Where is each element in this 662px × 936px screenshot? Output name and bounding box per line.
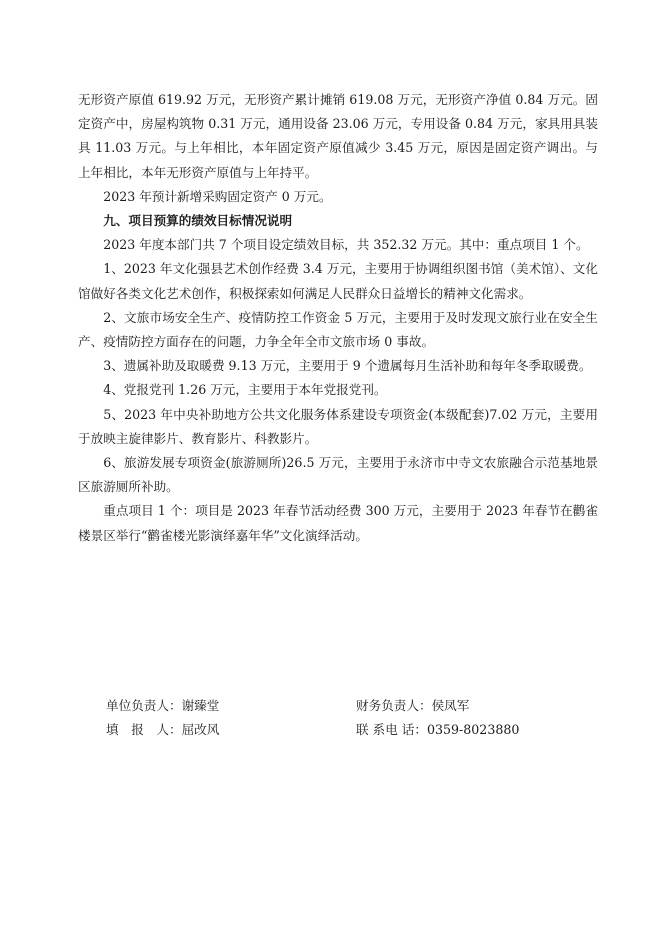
paragraph-project-4: 4、党报党刊 1.26 万元，主要用于本年党报党刊。 <box>103 382 387 398</box>
contact-phone: 联 系电 话：0359-8023880 <box>356 722 520 737</box>
paragraph-project-6: 6、旅游发展专项资金(旅游厕所)26.5 万元，主要用于永济市中寺文农旅融合示范基地景区旅游厕所补助。 <box>78 455 598 495</box>
paragraph-project-2: 2、文旅市场安全生产、疫情防控工作资金 5 万元，主要用于及时发现文旅行业在安全生产、疫情防控方面存在的问题，力争全年全市文旅市场 0 事故。 <box>78 309 598 350</box>
unit-leader-signature: 单位负责人：谢臻堂 <box>106 698 220 713</box>
paragraph-project-3: 3、遗属补助及取暖费 9.13 万元，主要用于 9 个遗属每月生活补助和每年冬季取暖费。 <box>103 358 592 374</box>
paragraph-project-1: 1、2023 年文化强县艺术创作经费 3.4 万元，主要用于协调组织图书馆（美术馆）、文化馆做好各类文化艺术创作，积极探索如何满足人民群众日益增长的精神文化需求。 <box>78 261 598 301</box>
filler-signature: 填 报 人：屈改风 <box>106 722 220 737</box>
paragraph-new-purchase: 2023 年预计新增采购固定资产 0 万元。 <box>103 188 332 204</box>
document-body <box>78 88 598 548</box>
finance-leader-signature: 财务负责人：侯凤军 <box>356 698 470 713</box>
section-heading-performance-goals: 九、项目预算的绩效目标情况说明 <box>103 213 293 229</box>
paragraph-project-5: 5、2023 年中央补助地方公共文化服务体系建设专项资金(本级配套)7.02 万元，主要用于放映主旋律影片、教育影片、科教影片。 <box>78 406 598 446</box>
paragraph-summary: 2023 年度本部门共 7 个项目设定绩效目标，共 352.32 万元。其中：重点项目 1 个。 <box>103 237 589 253</box>
paragraph-assets: 无形资产原值 619.92 万元，无形资产累计摊销 619.08 万元，无形资产净值 0.84 万元。固定资产中，房屋构筑物 0.31 万元，通用设备 23.06 万元，专用设备 0.84 万元，家具用具装具 11.03 万元。与上年相比，本年固定资产原值减少 3.45 万元，原因是固定资产调出。与上年相比，本年无形资产原值与上年持平。 <box>78 92 598 180</box>
paragraph-key-project: 重点项目 1 个：项目是 2023 年春节活动经费 300 万元，主要用于 2023 年春节在鹳雀楼景区举行“鹳雀楼光影演绎嘉年华”文化演绎活动。 <box>78 503 598 543</box>
